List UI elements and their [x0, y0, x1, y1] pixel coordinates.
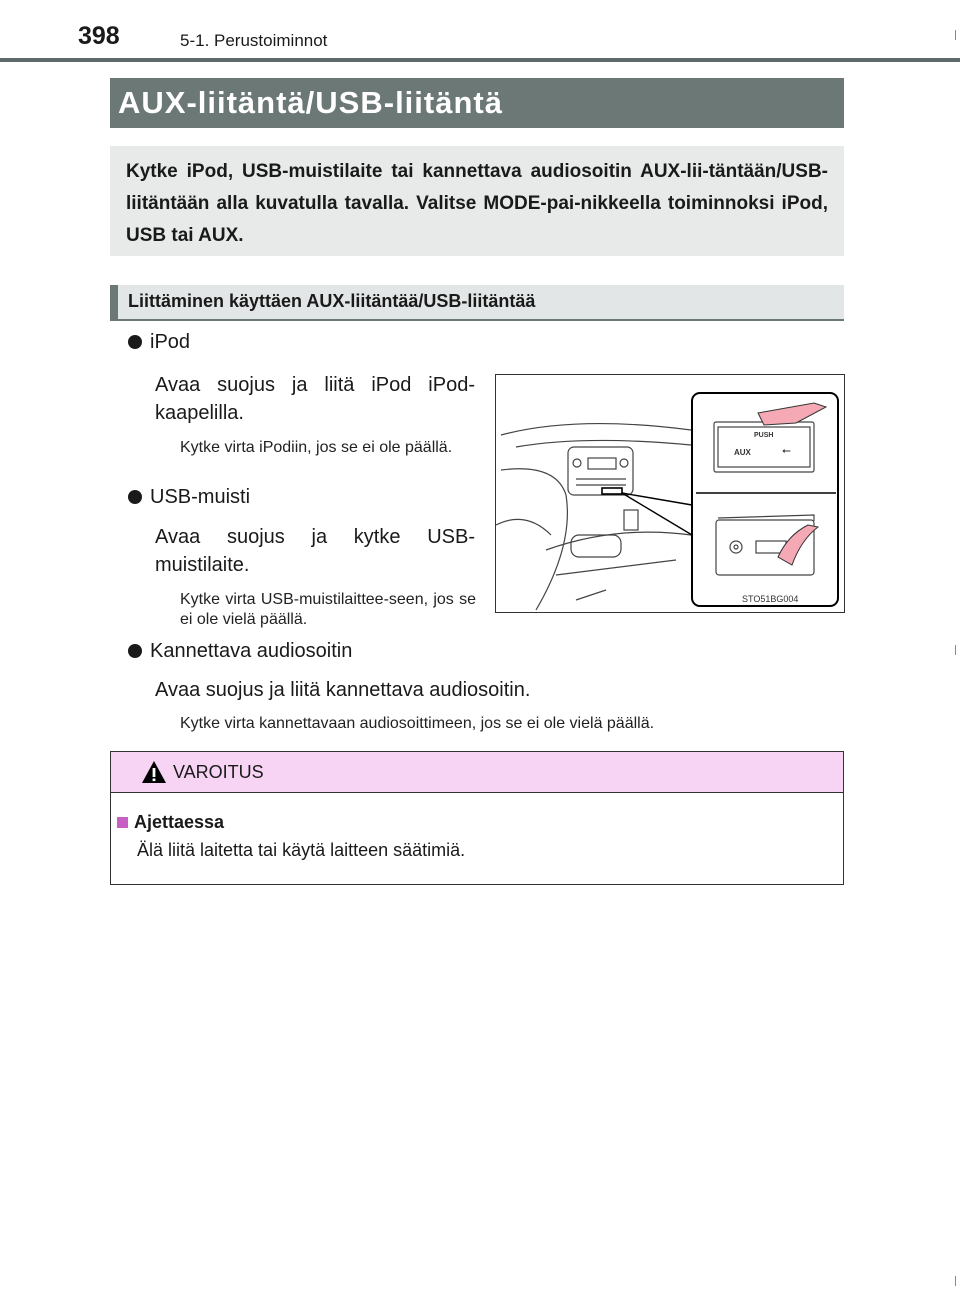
aux-label: AUX: [734, 448, 751, 457]
warning-title: VAROITUS: [173, 762, 264, 782]
page-title-bar: [110, 78, 844, 128]
usb-icon: ⭠: [782, 444, 791, 457]
bullet-icon: [128, 335, 142, 349]
list-item-body: Avaa suojus ja liitä iPod iPod-kaapelilla.: [155, 374, 475, 424]
figure-code: STO51BG004: [742, 594, 799, 604]
list-item-note: Kytke virta iPodiin, jos se ei ole päällä.: [180, 439, 453, 456]
list-item-title: Kannettava audiosoitin: [128, 640, 352, 663]
crop-mark: [955, 645, 956, 655]
warning-text: Älä liitä laitetta tai käytä laitteen säätimiä.: [137, 840, 466, 860]
list-item-title: iPod: [128, 331, 190, 354]
bullet-icon: [128, 644, 142, 658]
list-item-body: Avaa suojus ja liitä kannettava audiosoitin.: [155, 679, 531, 701]
list-item-note: Kytke virta USB-muistilaittee-seen, jos se ei ole vielä päällä.: [180, 591, 476, 628]
header-rule: [0, 58, 960, 62]
aux-usb-illustration: [495, 374, 845, 613]
list-item-note: Kytke virta kannettavaan audiosoittimeen, jos se ei ole vielä päällä.: [180, 715, 655, 732]
page-title: AUX-liitäntä/USB-liitäntä: [118, 85, 503, 120]
crop-mark: [955, 30, 956, 40]
page-number: 398: [78, 22, 120, 50]
subheading-bar: [110, 285, 844, 321]
warning-icon: [141, 760, 167, 784]
list-item-title: USB-muisti: [128, 486, 250, 509]
warning-box: [110, 751, 844, 885]
section-label: 5-1. Perustoiminnot: [180, 31, 328, 50]
crop-mark: [955, 1276, 956, 1286]
push-label: PUSH: [754, 432, 774, 439]
dashboard-drawing: [496, 375, 844, 612]
subheading: Liittäminen käyttäen AUX-liitäntää/USB-liitäntää: [128, 291, 536, 311]
intro-box: [110, 146, 844, 256]
square-bullet-icon: [117, 817, 128, 828]
list-item-body: Avaa suojus ja kytke USB-muistilaite.: [155, 526, 475, 576]
intro-text: Kytke iPod, USB-muistilaite tai kannettava audiosoitin AUX-lii-täntään/USB-liitäntään alla kuvatulla tavalla. Valitse MODE-pai-nikkeella toiminnoksi iPod, USB tai AUX.: [126, 161, 828, 246]
warning-heading: Ajettaessa: [117, 812, 224, 833]
bullet-icon: [128, 490, 142, 504]
subheading-accent: [110, 285, 118, 319]
warning-header: [111, 752, 843, 793]
